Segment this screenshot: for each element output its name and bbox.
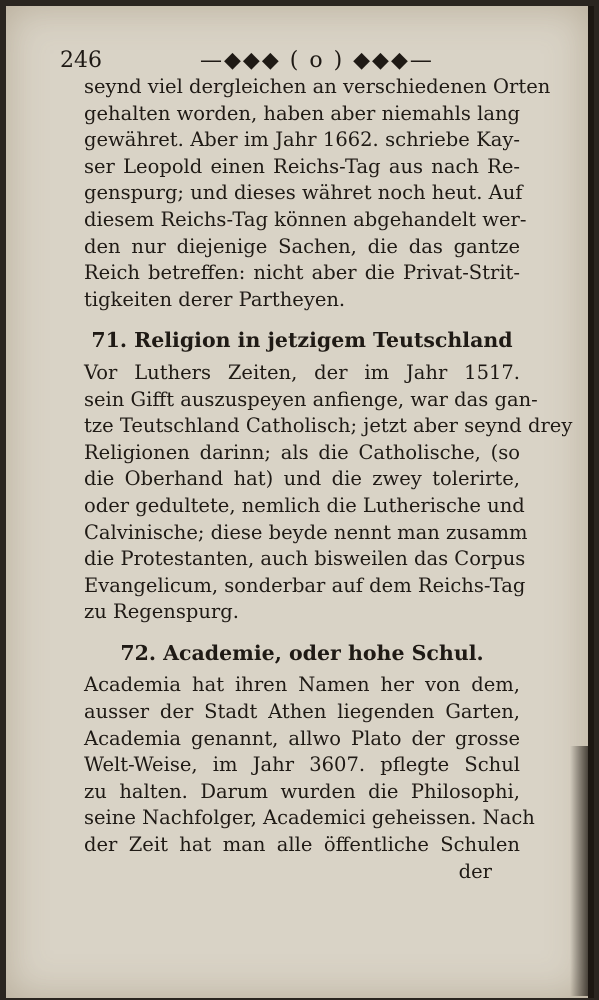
text-line: die Oberhand hat) und die zwey tolerirte, (84, 467, 520, 491)
text-line: tigkeiten derer Partheyen. (84, 287, 346, 311)
text-line: Vor Luthers Zeiten, der im Jahr 1517. (84, 360, 520, 384)
text-line: seynd viel dergleichen an verschiedenen Orten (84, 75, 551, 98)
page-body (84, 74, 573, 885)
text-line: zu halten. Darum wurden die Philosophi, (84, 779, 520, 803)
text-line: Religionen darinn; als die Catholische, (so (84, 440, 520, 464)
catchword: der (458, 859, 492, 883)
text-line: oder gedultete, nemlich die Lutherische und (84, 493, 525, 517)
section-71-heading: 71. Religion in jetzigem Teutschland (91, 328, 513, 353)
text-line: ser Leopold einen Reichs-Tag aus nach Re- (84, 154, 520, 178)
text-line: Welt-Weise, im Jahr 3607. pflegte Schul (84, 753, 520, 777)
text-line: Academia hat ihren Namen her von dem, (84, 673, 520, 697)
text-line: Reich betreffen: nicht aber die Privat-Strit- (84, 261, 520, 285)
text-line: Evangelicum, sonderbar auf dem Reichs-Tag (84, 573, 526, 597)
text-line: gehalten worden, haben aber niemahls lang (84, 101, 520, 125)
intro-paragraph (84, 74, 551, 313)
section-72-heading: 72. Academie, oder hohe Schul. (120, 640, 484, 665)
text-line: den nur diejenige Sachen, die das gantze (84, 234, 520, 258)
page-number: 246 (60, 48, 102, 73)
text-line: ausser der Stadt Athen liegenden Garten, (84, 700, 520, 724)
text-line: Academia genannt, allwo Plato der grosse (84, 726, 520, 750)
section-71-paragraph (84, 360, 573, 626)
text-line: der Zeit hat man alle öffentliche Schulen (84, 833, 520, 857)
text-line: genspurg; und dieses währet noch heut. Auf (84, 181, 523, 205)
section-72-paragraph (84, 672, 535, 885)
text-line: tze Teutschland Catholisch; jetzt aber seynd drey (84, 414, 573, 438)
header-ornament: —◆◆◆ ( o ) ◆◆◆— (200, 48, 434, 73)
text-line: Calvinische; diese beyde nennt man zusamm (84, 520, 528, 544)
text-line: zu Regenspurg. (84, 600, 239, 624)
text-line: die Protestanten, auch bisweilen das Corpus (84, 547, 526, 571)
text-line: gewähret. Aber im Jahr 1662. schriebe Kay- (84, 128, 520, 152)
text-line: sein Gifft auszuspeyen anfienge, war das gan- (84, 387, 538, 411)
text-line: diesem Reichs-Tag können abgehandelt wer- (84, 207, 527, 231)
text-line: seine Nachfolger, Academici geheissen. Nach (84, 806, 535, 830)
